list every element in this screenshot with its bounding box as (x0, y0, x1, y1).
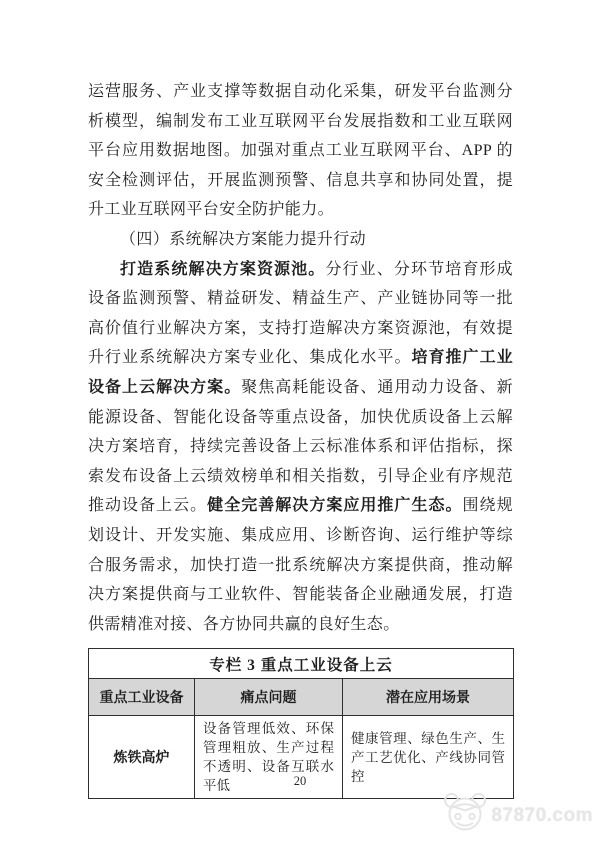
body-text: 分行业、分环节培育形成设备监测预警、精益研发、精益生产、产业链协同等一批高价值行业解决方案，支持打造解决方案资源池，有效提升行业系统解决方案专业化、集成化水平。 (88, 260, 513, 367)
para-actions (88, 255, 513, 640)
section-heading (88, 225, 513, 255)
col-header-scenarios: 潜在应用场景 (343, 679, 514, 716)
section-heading-text: （四）系统解决方案能力提升行动 (120, 230, 367, 248)
cell-scenarios: 健康管理、绿色生产、生产工艺优化、产线协同管控 (343, 716, 514, 799)
page-number: 20 (293, 774, 307, 788)
col-header-painpoints: 痛点问题 (195, 679, 343, 716)
cell-device: 炼铁高炉 (89, 716, 195, 799)
table-title: 专栏 3 重点工业设备上云 (89, 649, 514, 679)
watermark-text: 87870.com (491, 804, 593, 826)
table-header-row (89, 679, 514, 716)
bear-logo-icon (442, 792, 488, 839)
emphasis-text: 健全完善解决方案应用推广生态。 (207, 497, 463, 515)
cell-painpoints: 设备管理低效、环保管理粗放、生产过程不透明、设备互联水平低 (195, 716, 343, 799)
table-title-row (89, 649, 514, 679)
emphasis-text: 打造系统解决方案资源池。 (120, 260, 326, 278)
watermark (442, 792, 593, 839)
body-text: 围绕规划设计、开发实施、集成应用、诊断咨询、运行维护等综合服务需求，加快打造一批系统解决方案提供商，推动解决方案提供商与工业软件、智能装备企业融通发展，打造供需精准对接、各方协同共赢的良好生态。 (88, 497, 513, 633)
col-header-device: 重点工业设备 (89, 679, 195, 716)
emphasis-text: 培育推广工业设备上云解决方案。 (88, 349, 513, 396)
body-text: 聚焦高耗能设备、通用动力设备、新能源设备、智能化设备等重点设备，加快优质设备上云解决方案培育，持续完善设备上云标准体系和评估指标，探索发布设备上云绩效榜单和相关指数，引导企业有序规范推动设备上云。 (88, 378, 514, 515)
document-body (88, 77, 513, 639)
para-overflow (88, 77, 513, 225)
body-text: 运营服务、产业支撑等数据自动化采集，研发平台监测分析模型，编制发布工业互联网平台发展指数和工业互联网平台应用数据地图。加强对重点工业互联网平台、APP 的安全检测评估，开展监测预警、信息共享和协同处置，提升工业互联网平台安全防护能力。 (88, 83, 513, 219)
